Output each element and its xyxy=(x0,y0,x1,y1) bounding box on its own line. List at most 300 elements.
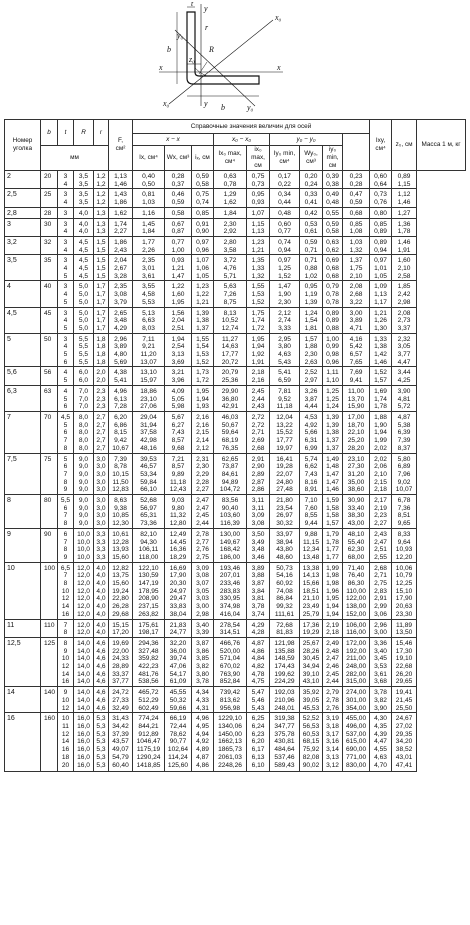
table-cell: 3,3 3,3 3,3 3,3 xyxy=(94,528,109,562)
table-body xyxy=(5,171,466,772)
table-cell: 1,39 1,39 1,38 1,37 1,37 xyxy=(323,411,343,453)
table-row xyxy=(5,411,466,453)
table-cell: 4,5 xyxy=(5,307,41,333)
table-cell: 1,84 xyxy=(214,207,247,218)
table-cell: 32 xyxy=(41,236,58,254)
table-cell: 2 xyxy=(5,171,41,189)
table-cell: 9,88 11,15 12,34 13,48 xyxy=(300,528,323,562)
table-cell: 2,35 3,01 3,61 xyxy=(133,255,165,281)
table-cell: 25 xyxy=(41,189,58,207)
table-cell: 4 5 xyxy=(58,367,74,385)
table-cell: 2,5 xyxy=(5,189,41,207)
table-cell: 50 xyxy=(41,333,58,367)
table-cell: 2,04 2,67 3,28 xyxy=(109,255,133,281)
table-cell: 1,37 1,75 2,10 xyxy=(343,255,370,281)
table-cell: 1,3 xyxy=(94,207,109,218)
table-cell: 1,75 1,74 1,72 xyxy=(247,307,270,333)
table-cell: 1,88 1,90 1,94 1,99 2,02 xyxy=(370,411,392,453)
table-cell: 2,0 2,0 xyxy=(94,367,109,385)
table-cell: 13,38 14,13 15,66 18,51 21,10 23,49 25,79 xyxy=(300,562,323,619)
table-cell: 0,17 0,22 xyxy=(270,171,300,189)
table-cell: 7,10 7,60 8,55 9,44 xyxy=(300,495,323,529)
table-cell: 1,95 1,94 1,93 xyxy=(192,385,214,411)
table-cell: 1,16 xyxy=(133,207,165,218)
table-cell: 12,82 13,75 15,60 19,24 22,80 26,28 29,68 xyxy=(109,562,133,619)
table-cell: 4,0 xyxy=(74,207,94,218)
table-cell: 21,83 24,77 xyxy=(165,619,192,637)
table-cell: 1,25 1,25 1,24 xyxy=(323,385,343,411)
table-cell: 1,07 1,06 1,05 xyxy=(192,255,214,281)
table-cell: 1,56 2,04 2,51 xyxy=(165,307,192,333)
table-cell: 5,0 5,0 5,0 xyxy=(74,281,94,307)
table-cell: 1,35 1,33 1,32 xyxy=(247,255,270,281)
table-cell: 4,87 4,86 4,84 4,82 4,78 4,75 xyxy=(247,637,270,686)
table-cell: 12,5 xyxy=(5,637,41,686)
table-cell: 3 4 5 6 xyxy=(58,333,74,367)
table-cell: 11 xyxy=(5,619,41,637)
table-cell: 8,13 10,52 12,74 xyxy=(214,307,247,333)
table-cell: 125 xyxy=(41,637,58,686)
table-row xyxy=(5,189,466,207)
table-cell: 2,32 3,05 3,77 4,47 xyxy=(392,333,417,367)
label-r: r xyxy=(205,23,209,32)
table-cell: 1,33 1,38 1,42 1,46 xyxy=(370,333,392,367)
table-row xyxy=(5,619,466,637)
table-cell: 5,63 7,26 8,75 xyxy=(214,281,247,307)
label-x0-bottom: x₀ xyxy=(163,99,170,108)
table-cell: 1,07 xyxy=(247,207,270,218)
table-cell: 0,60 0,77 xyxy=(270,218,300,236)
table-cell: 160 xyxy=(41,713,58,772)
table-cell: 1,86 2,43 xyxy=(109,236,133,254)
table-cell: 66,19 72,44 78,62 90,77 102,64 114,24 125,60 xyxy=(165,713,192,772)
table-cell: 2,52 2,97 xyxy=(300,367,323,385)
table-cell: 2,45 2,44 2,43 xyxy=(247,385,270,411)
table-cell: 1,47 1,90 2,30 xyxy=(270,281,300,307)
table-cell: 16 xyxy=(5,713,41,772)
table-cell: 2,35 3,08 3,79 xyxy=(109,281,133,307)
table-cell: 0,28 0,37 xyxy=(165,171,192,189)
table-cell: 1,36 1,78 xyxy=(392,218,417,236)
col-Ix0max: Ix₀ max, см⁴ xyxy=(214,146,247,171)
table-row xyxy=(5,713,466,772)
col-ix0max: ix₀ max, см xyxy=(247,146,270,171)
table-cell: 0,34 0,44 xyxy=(270,189,300,207)
table-cell: 1,69 1,74 1,78 xyxy=(370,385,392,411)
table-cell: 1,57 1,88 2,30 2,63 xyxy=(300,333,323,367)
table-cell: 4,96 4,95 4,94 4,92 4,89 4,87 4,86 xyxy=(192,713,214,772)
table-cell: 19,41 21,45 25,50 xyxy=(392,687,417,713)
table-cell: 11,89 13,50 xyxy=(392,619,417,637)
table-cell: 2,49 2,48 2,47 2,46 2,45 2,44 xyxy=(323,637,343,686)
table-row xyxy=(5,218,466,236)
table-cell: 7,69 9,41 xyxy=(343,367,370,385)
table-cell: 1,95 1,94 1,92 1,91 xyxy=(247,333,270,367)
table-row xyxy=(5,333,466,367)
table-cell: 100 xyxy=(41,562,58,619)
table-cell: 24,72 27,33 32,49 xyxy=(109,687,133,713)
table-cell: 1,12 1,46 xyxy=(392,189,417,207)
table-cell: 3 xyxy=(58,207,74,218)
table-cell: 17,36 19,29 xyxy=(300,619,323,637)
table-cell: 1,45 1,84 xyxy=(133,218,165,236)
table-cell: 5,6 xyxy=(5,367,41,385)
table-cell: 1,23 1,22 1,21 xyxy=(192,281,214,307)
table-cell: 3 4 xyxy=(58,236,74,254)
table-cell: 10,0 10,0 10,0 10,0 xyxy=(74,528,94,562)
table-cell: 14,0 14,0 14,0 xyxy=(74,687,94,713)
label-y0-top: y₀ xyxy=(177,31,184,40)
table-cell: 5,80 6,89 7,96 9,02 10,07 xyxy=(392,453,417,495)
table-cell: 3,0 3,0 3,0 3,0 3,0 xyxy=(94,453,109,495)
col-t: t xyxy=(58,120,74,146)
table-cell: 0,73 0,76 xyxy=(370,189,392,207)
table-cell: 3,50 3,49 3,48 3,46 xyxy=(247,528,270,562)
table-cell: 83,56 90,40 103,60 116,39 xyxy=(214,495,247,529)
table-cell: 29,04 31,94 37,58 42,98 48,16 xyxy=(133,411,165,453)
table-cell: 2,43 2,47 2,51 2,55 xyxy=(370,528,392,562)
table-row xyxy=(5,687,466,713)
table-cell: 3,78 3,82 3,90 xyxy=(370,687,392,713)
table-cell: 8,0 8,0 8,0 8,0 8,0 xyxy=(74,411,94,453)
table-cell: 10 xyxy=(5,562,41,619)
table-cell: 2,16 2,16 2,15 2,14 2,12 xyxy=(192,411,214,453)
table-cell: 82,10 94,30 106,11 118,00 xyxy=(133,528,165,562)
table-cell: 172,00 192,00 211,00 248,00 282,00 315,00 xyxy=(343,637,370,686)
angle-profile-table xyxy=(4,119,466,772)
table-cell: 3,00 3,89 4,71 xyxy=(343,307,370,333)
table-cell: 3,90 4,81 5,72 xyxy=(392,385,417,411)
col-R: R xyxy=(74,120,94,146)
table-cell: 3,36 3,40 3,45 3,53 3,61 3,68 xyxy=(370,637,392,686)
table-row xyxy=(5,307,466,333)
table-cell: 1,11 1,10 xyxy=(323,367,343,385)
table-cell: 0,49 0,48 xyxy=(323,189,343,207)
table-cell: 75 xyxy=(41,453,58,495)
table-cell: 0,67 0,87 xyxy=(165,218,192,236)
table-cell: 0,79 0,78 0,78 xyxy=(323,281,343,307)
table-cell: 90 xyxy=(41,528,58,562)
table-cell: 3,5 3,5 xyxy=(74,171,94,189)
table-cell: 3 4 5 xyxy=(58,307,74,333)
table-cell: 50,73 54,16 60,92 74,08 86,84 99,32 111,61 xyxy=(270,562,300,619)
table-cell: 0,53 0,61 xyxy=(300,218,323,236)
table-cell: 2,68 2,71 2,75 2,83 2,91 2,99 3,06 xyxy=(370,562,392,619)
col-massa: Масса 1 м, кг xyxy=(417,120,466,171)
table-cell: 4,09 5,05 5,98 xyxy=(165,385,192,411)
table-cell: 25,67 28,26 30,45 34,94 39,10 43,10 xyxy=(300,637,323,686)
table-cell: 40 xyxy=(41,281,58,307)
table-cell: 16,41 19,28 22,07 24,80 27,48 xyxy=(270,453,300,495)
table-cell: 1,60 2,10 2,58 xyxy=(392,255,417,281)
table-cell: 140 xyxy=(41,687,58,713)
label-x-left: x xyxy=(159,63,163,72)
table-cell: 0,85 1,08 xyxy=(343,218,370,236)
table-cell: 466,76 520,00 571,04 670,02 763,90 852,84 xyxy=(214,637,247,686)
table-cell: 6,0 6,0 xyxy=(74,367,94,385)
table-cell: 2,08 2,73 3,37 xyxy=(392,307,417,333)
table-cell: 4,38 5,41 xyxy=(109,367,133,385)
table-cell: 1,3 1,3 xyxy=(94,218,109,236)
col-ix: iₓ, см xyxy=(192,146,214,171)
table-cell: 63 xyxy=(41,385,58,411)
table-cell: 4,87 5,38 6,39 7,39 8,37 xyxy=(392,411,417,453)
table-cell: 0,74 0,94 xyxy=(270,236,300,254)
table-cell: 8 9 10 12 14 16 xyxy=(58,637,74,686)
table-cell: 5 6 7 8 9 xyxy=(58,453,74,495)
table-cell: 0,47 0,59 xyxy=(343,189,370,207)
table-cell: 5 xyxy=(5,333,41,367)
table-cell: 71,40 76,40 86,30 110,00 122,00 138,00 152,00 xyxy=(343,562,370,619)
table-cell: 106,00 116,00 xyxy=(343,619,370,637)
table-cell: 0,33 0,41 xyxy=(300,189,323,207)
table-cell: 15,15 17,20 xyxy=(109,619,133,637)
table-cell: 14,0 14,0 14,0 14,0 14,0 14,0 xyxy=(74,637,94,686)
table-cell: 10,61 12,28 13,93 15,60 xyxy=(109,528,133,562)
angle-section-diagram xyxy=(155,2,295,114)
table-cell: 1,94 2,54 3,13 3,69 xyxy=(165,333,192,367)
table-cell: 1,24 1,54 1,81 xyxy=(300,307,323,333)
table-cell: 9,0 9,0 9,0 9,0 xyxy=(74,495,94,529)
table-cell: 1,62 xyxy=(109,207,133,218)
table-cell: 0,77 1,00 xyxy=(165,236,192,254)
table-cell: 1229,10 1340,06 1450,00 1662,13 1865,73 2061,03 2248,26 xyxy=(214,713,247,772)
table-cell: 1,21 1,26 1,30 xyxy=(370,307,392,333)
table-row xyxy=(5,255,466,281)
table-cell: 11,27 14,63 17,77 20,72 xyxy=(214,333,247,367)
table-cell: 1,5 1,5 1,5 xyxy=(94,255,109,281)
table-cell: 3,11 3,11 3,09 3,08 xyxy=(247,495,270,529)
table-cell: 20,79 25,36 xyxy=(214,367,247,385)
table-cell: 70 xyxy=(41,411,58,453)
table-cell: 7,5 xyxy=(5,453,41,495)
table-cell: 1,55 1,54 1,53 1,52 xyxy=(192,333,214,367)
table-cell: 15,46 17,30 19,10 22,68 26,20 29,65 xyxy=(392,637,417,686)
table-cell: 1,55 1,53 1,52 xyxy=(247,281,270,307)
table-cell: 1,29 1,62 xyxy=(214,189,247,207)
table-cell: 278,54 314,51 xyxy=(214,619,247,637)
table-cell: 3,5 3,5 xyxy=(74,189,94,207)
table-row xyxy=(5,495,466,529)
table-cell: 12,0 12,0 12,0 12,0 12,0 12,0 12,0 xyxy=(74,562,94,619)
table-cell: 739,42 813,62 956,98 xyxy=(214,687,247,713)
table-cell: 6,20 6,86 8,15 9,42 10,67 xyxy=(109,411,133,453)
table-cell: 1,7 1,7 1,7 xyxy=(94,307,109,333)
table-cell: 7,39 8,78 10,15 11,50 12,83 xyxy=(109,453,133,495)
table-cell: 0,75 0,73 xyxy=(247,171,270,189)
table-cell: 30,90 33,40 38,30 43,00 xyxy=(343,495,370,529)
table-cell: 122,10 130,59 147,19 178,95 208,90 237,15 263,82 xyxy=(133,562,165,619)
table-row xyxy=(5,367,466,385)
col-Ixy: Ixy, см⁴ xyxy=(370,120,392,171)
table-cell: 2,7 2,7 2,7 2,7 2,7 xyxy=(94,411,109,453)
table-row xyxy=(5,562,466,619)
col-Wy0: Wy₀, см³ xyxy=(300,146,323,171)
table-row xyxy=(5,281,466,307)
header-axis-y0y0: y₀ − y₀ xyxy=(270,134,343,146)
table-cell: 9 xyxy=(5,528,41,562)
table-cell: 7 8 xyxy=(58,619,74,637)
table-cell: 3,44 4,25 xyxy=(392,367,417,385)
table-cell: 1,5 1,5 xyxy=(94,236,109,254)
table-row xyxy=(5,453,466,495)
table-cell: 7,81 9,52 11,18 xyxy=(270,385,300,411)
table-cell: 1,74 2,27 xyxy=(109,218,133,236)
table-cell: 0,97 1,25 1,52 xyxy=(270,255,300,281)
table-cell: 5,0 5,0 5,0 xyxy=(74,307,94,333)
table-cell: 1,27 xyxy=(392,207,417,218)
table-cell: 3,0 3,0 3,0 3,0 xyxy=(94,495,109,529)
table-cell: 2,19 2,18 xyxy=(323,619,343,637)
table-row xyxy=(5,385,466,411)
table-cell: 1,15 1,13 xyxy=(247,218,270,236)
table-cell: 774,24 844,21 912,89 1046,47 1175,19 1290,24 1418,85 xyxy=(133,713,165,772)
table-cell: 2,91 2,90 2,89 2,87 2,86 xyxy=(247,453,270,495)
table-cell: 3,19 3,18 3,17 3,16 3,14 3,13 3,12 xyxy=(323,713,343,772)
label-y-top: y xyxy=(204,4,208,13)
table-cell: 5,5 6 7 8 xyxy=(58,495,74,529)
table-cell: 12,49 14,45 16,36 18,29 xyxy=(165,528,192,562)
table-cell: 6,25 6,24 6,23 6,20 6,17 6,13 6,10 xyxy=(247,713,270,772)
table-cell: 17,00 18,70 22,10 25,20 28,20 xyxy=(343,411,370,453)
table-cell: 4,5 4,5 4,5 xyxy=(74,255,94,281)
table-cell: 130,00 149,67 168,42 186,00 xyxy=(214,528,247,562)
table-cell: 1,79 1,78 1,77 1,77 xyxy=(323,528,343,562)
table-cell: 3,2 xyxy=(5,236,41,254)
table-cell: 0,85 0,89 xyxy=(370,218,392,236)
table-cell: 0,80 xyxy=(370,207,392,218)
table-cell: 23,10 27,30 31,20 35,00 38,60 xyxy=(343,453,370,495)
table-cell: 1,73 1,72 xyxy=(192,367,214,385)
table-cell: 1,22 1,60 1,95 xyxy=(165,281,192,307)
table-cell: 294,36 327,48 359,82 422,23 481,76 538,56 xyxy=(133,637,165,686)
table-cell: 3,89 3,88 3,87 3,84 3,81 3,78 3,74 xyxy=(247,562,270,619)
col-iy0min: iy₀ min, см xyxy=(323,146,343,171)
table-cell: 4,34 4,33 4,31 xyxy=(192,687,214,713)
table-cell: 4 5 6 xyxy=(58,385,74,411)
table-row xyxy=(5,207,466,218)
table-cell: 4,30 4,35 4,39 4,47 4,55 4,63 4,70 xyxy=(370,713,392,772)
table-cell: 3 4 5 xyxy=(58,281,74,307)
table-cell: 1,59 1,58 1,58 1,57 xyxy=(323,495,343,529)
label-x0-top: x₀ xyxy=(275,13,282,22)
table-cell: 4,96 6,13 7,28 xyxy=(109,385,133,411)
table-cell: 1,77 2,26 xyxy=(133,236,165,254)
col-r: r xyxy=(94,120,109,146)
table-cell: 0,95 1,19 1,39 xyxy=(300,281,323,307)
table-row xyxy=(5,236,466,254)
table-cell: 7,21 8,57 9,89 11,18 12,43 xyxy=(165,453,192,495)
table-cell: 3,87 3,86 3,85 3,82 3,80 3,78 xyxy=(192,637,214,686)
table-cell: 2,80 3,58 xyxy=(214,236,247,254)
table-cell: 30 xyxy=(41,218,58,236)
table-cell: 21,80 23,54 26,97 30,32 xyxy=(270,495,300,529)
table-cell: 121,98 135,88 148,59 174,43 199,62 224,29 xyxy=(270,637,300,686)
table-cell: 0,23 0,28 xyxy=(343,171,370,189)
col-Iy0min: Iy₀ min, см⁴ xyxy=(270,146,300,171)
table-cell: 0,59 0,58 xyxy=(192,171,214,189)
col-Ix: Ix, см⁴ xyxy=(133,146,165,171)
label-b-left: b xyxy=(167,45,171,54)
table-row xyxy=(5,528,466,562)
table-cell: 1,43 1,86 xyxy=(109,189,133,207)
table-cell: 5,3 5,3 5,3 5,3 5,3 5,3 5,3 xyxy=(94,713,109,772)
table-cell: 0,89 0,89 0,88 xyxy=(323,307,343,333)
table-cell: 2,96 3,00 xyxy=(370,619,392,637)
table-cell: 9 10 12 xyxy=(58,687,74,713)
table-cell: 5,13 6,63 8,03 xyxy=(133,307,165,333)
table-cell: 7,11 9,21 11,20 13,07 xyxy=(133,333,165,367)
table-cell: 6,5 7 8 10 12 14 16 xyxy=(58,562,74,619)
table-cell: 1,99 1,98 1,98 1,96 1,95 1,94 1,94 xyxy=(323,562,343,619)
table-cell: 35,92 39,05 45,53 xyxy=(300,687,323,713)
label-y0-bottom: y₀ xyxy=(247,103,254,112)
table-cell: 0,75 0,74 xyxy=(192,189,214,207)
table-cell: 4,0 4,0 4,0 4,0 4,0 4,0 4,0 xyxy=(94,562,109,619)
table-cell: 2,02 2,06 2,10 2,15 2,18 xyxy=(370,453,392,495)
table-cell: 1,46 1,91 xyxy=(392,236,417,254)
table-cell: 0,97 0,96 xyxy=(192,236,214,254)
table-cell: 274,00 301,00 354,00 xyxy=(343,687,370,713)
table-cell: 0,20 0,24 xyxy=(300,171,323,189)
col-Wx: Wx, см³ xyxy=(165,146,192,171)
table-cell: 1,2 1,2 xyxy=(94,171,109,189)
table-cell: 4,16 5,42 6,57 7,65 xyxy=(343,333,370,367)
table-cell: 11,00 13,70 15,90 xyxy=(343,385,370,411)
table-cell: 10,06 10,79 12,25 15,10 17,90 20,63 23,30 xyxy=(392,562,417,619)
table-cell: 0,59 0,71 xyxy=(300,236,323,254)
table-cell: 2,8 xyxy=(5,207,41,218)
table-cell: 9,03 9,80 11,32 12,80 xyxy=(165,495,192,529)
table-cell: 39,53 46,57 53,34 59,84 66,10 xyxy=(133,453,165,495)
table-cell: 1,03 1,32 xyxy=(343,236,370,254)
table-cell: 29,90 36,80 42,91 xyxy=(214,385,247,411)
table-cell: 0,97 1,01 1,05 xyxy=(370,255,392,281)
table-cell: 8,33 9,64 10,93 12,20 xyxy=(392,528,417,562)
table-row xyxy=(5,171,466,189)
table-cell: 46,03 50,67 59,64 68,19 76,35 xyxy=(214,411,247,453)
table-cell: 6,78 7,36 8,51 9,65 xyxy=(392,495,417,529)
table-cell: 3 4 xyxy=(58,189,74,207)
table-cell: 19,69 22,00 24,33 28,89 33,37 37,77 xyxy=(109,637,133,686)
table-cell: 2,31 2,30 2,29 2,28 2,27 xyxy=(192,453,214,495)
table-cell: 6 7 8 9 xyxy=(58,528,74,562)
table-cell: 1,85 2,42 2,98 xyxy=(392,281,417,307)
table-cell: 0,58 xyxy=(165,207,192,218)
table-cell: 3,5 xyxy=(5,255,41,281)
table-cell: 3,21 3,96 xyxy=(165,367,192,385)
table-cell: 2,17 2,19 2,23 2,27 xyxy=(370,495,392,529)
table-cell: 14 xyxy=(5,687,41,713)
table-cell: 193,46 207,01 233,46 283,83 330,95 374,98 416,04 xyxy=(214,562,247,619)
table-cell: 0,93 1,21 1,47 xyxy=(165,255,192,281)
table-cell: 2,72 2,72 2,71 2,69 2,68 xyxy=(247,411,270,453)
table-cell: 0,69 0,68 0,68 xyxy=(323,255,343,281)
col-b: b xyxy=(41,120,58,146)
table-cell: 0,39 0,38 xyxy=(323,171,343,189)
table-cell: 0,40 0,50 xyxy=(133,171,165,189)
table-cell: 35 xyxy=(41,255,58,281)
table-cell: 8,63 9,38 10,85 12,30 xyxy=(109,495,133,529)
table-cell: 3 4 xyxy=(58,171,74,189)
table-cell: 6,3 xyxy=(5,385,41,411)
table-cell: 1,49 1,48 1,47 1,47 1,46 xyxy=(323,453,343,495)
table-cell: 4,0 4,0 xyxy=(74,218,94,236)
table-cell: 28 xyxy=(41,207,58,218)
table-cell: 2,78 2,77 2,76 2,75 xyxy=(192,528,214,562)
table-cell: 4,6 4,6 4,6 xyxy=(94,687,109,713)
col-z0: z₀, см xyxy=(392,120,417,171)
